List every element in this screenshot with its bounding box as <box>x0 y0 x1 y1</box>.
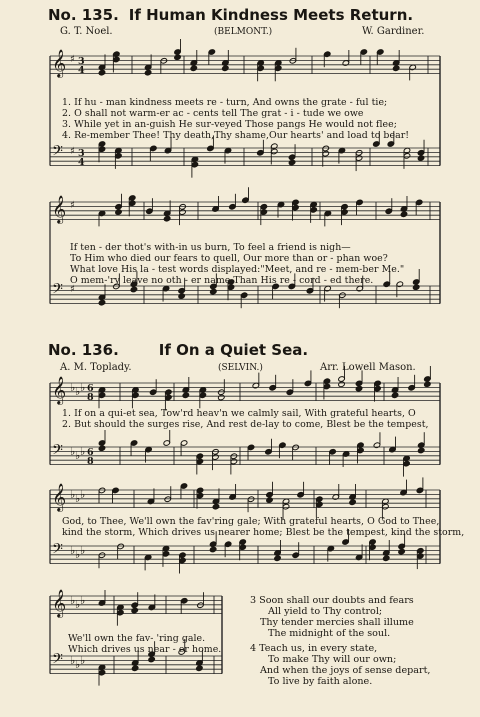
lyric-line: 2. But should the surges rise, And rest de-lay to come, Blest be the tempest, <box>62 419 429 430</box>
note-head <box>418 447 425 453</box>
flat-icon: ♭ <box>80 488 86 501</box>
lyric-line: 1. If hu - man kindness meets re - turn, And owns the grate - ful tie; <box>62 97 388 108</box>
note-head <box>115 209 122 215</box>
note-head <box>190 65 197 71</box>
note-head <box>400 211 407 217</box>
note-head <box>338 381 345 387</box>
flat-icon: ♭ <box>75 658 81 671</box>
time-signature: 3 <box>78 56 85 67</box>
hymn-title-text: If Human Kindness Meets Return. <box>128 6 414 24</box>
stanza-line: To make Thy will our own; <box>268 654 397 665</box>
flat-icon: ♭ <box>75 548 81 561</box>
lyric-line: 3. While yet in an-guish He sur-veyed Those pangs He would not flee; <box>62 119 397 130</box>
note-head <box>274 555 281 561</box>
lyric-line: 4. Re-member Thee! Thy death,Thy shame,Our hearts' and load to bear! <box>62 130 410 141</box>
note-head <box>398 548 405 554</box>
note-head <box>98 69 105 75</box>
note-head <box>349 499 356 505</box>
sharp-icon: ♯ <box>70 200 75 211</box>
treble-clef-icon: 𝄞 <box>52 195 67 223</box>
hymn-number: No. 135. <box>48 6 119 24</box>
note-head <box>424 381 431 387</box>
lyrics-block <box>62 516 464 538</box>
stanza-line: 3 Soon shall our doubts and fears <box>250 595 414 606</box>
flat-icon: ♭ <box>80 594 86 607</box>
note-head <box>209 546 216 552</box>
treble-clef-icon: 𝄞 <box>52 483 67 511</box>
lyric-line: If ten - der thot's with-in us burn, To feel a friend is nigh— <box>70 242 351 253</box>
treble-clef-icon: 𝄞 <box>52 49 67 77</box>
sharp-icon: ♯ <box>70 284 75 295</box>
note-head <box>392 65 399 71</box>
sharp-icon: ♯ <box>70 54 75 65</box>
lyric-line: We'll own the fav- 'ring gale. <box>68 633 206 644</box>
note-head <box>266 497 273 503</box>
note-head <box>130 286 137 292</box>
note-head <box>383 555 390 561</box>
hymn-135-title <box>48 6 413 24</box>
stanza-line: The midnight of the soul. <box>268 628 391 639</box>
stanza-line: All yield to Thy control; <box>268 606 383 617</box>
stanza-line: Thy tender mercies shall illume <box>260 617 414 628</box>
note-head <box>288 159 295 165</box>
note-head <box>131 607 138 613</box>
lyric-line: O mem-'ry leave no oth - er name Than His re - cord - ed there. <box>70 275 374 286</box>
time-signature: 4 <box>78 157 85 168</box>
stanza-4 <box>250 643 430 687</box>
sharp-icon: ♯ <box>70 146 75 157</box>
note-head <box>210 288 217 294</box>
lyrics-block <box>62 408 429 430</box>
flat-icon: ♭ <box>70 654 76 667</box>
flat-icon: ♭ <box>75 449 81 462</box>
composer-credit: Arr. Lowell Mason. <box>320 362 416 373</box>
note-head <box>98 445 105 451</box>
author-credit: A. M. Toplady. <box>60 362 132 373</box>
note-head <box>148 656 155 662</box>
lyric-line: To Him who died our fears to quell, Our more than or - phan woe? <box>70 253 388 264</box>
lyric-line: kind the storm, Which drives us nearer home; Blest be the tempest, kind the storm, <box>62 527 465 538</box>
lyrics-block <box>62 97 409 141</box>
lyric-line: 1. If on a qui-et sea, Tow'rd heav'n we calmly sail, With grateful hearts, O <box>62 408 416 419</box>
bass-clef-icon: 𝄢 <box>52 541 63 561</box>
hymn-number: No. 136. <box>48 341 119 359</box>
flat-icon: ♭ <box>70 445 76 458</box>
hymn-136-title <box>48 341 308 359</box>
lyric-line: What love His la - test words displayed:"Meet, and re - mem-ber Me." <box>70 264 405 275</box>
note-head <box>218 394 225 400</box>
note-head <box>212 503 219 509</box>
composer-credit: W. Gardiner. <box>362 26 425 37</box>
tune-name: (BELMONT.) <box>214 27 273 37</box>
time-signature: 3 <box>78 148 85 159</box>
lyrics-block <box>70 242 404 286</box>
note-head <box>222 65 229 71</box>
note-head <box>178 293 185 299</box>
lyrics-block <box>68 633 221 655</box>
note-head <box>413 284 420 290</box>
note-head <box>174 54 181 60</box>
flat-icon: ♭ <box>80 445 86 458</box>
time-signature: 6 <box>87 383 94 394</box>
lyric-line: Which drives us near - er home. <box>68 644 222 655</box>
treble-clef-icon: 𝄞 <box>52 589 67 617</box>
note-head <box>131 665 138 671</box>
note-head <box>355 385 362 391</box>
flat-icon: ♭ <box>70 544 76 557</box>
note-head <box>144 69 151 75</box>
time-signature: 8 <box>87 392 94 403</box>
flat-icon: ♭ <box>80 544 86 557</box>
flat-icon: ♭ <box>80 381 86 394</box>
stanza-line: 4 Teach us, in every state, <box>250 643 378 654</box>
note-head <box>182 392 189 398</box>
flat-icon: ♭ <box>80 654 86 667</box>
note-head <box>163 215 170 221</box>
flat-icon: ♭ <box>70 381 76 394</box>
lyric-line: God, to Thee, We'll own the fav'ring gale; With grateful hearts, O God to Thee, <box>62 516 440 527</box>
flat-icon: ♭ <box>70 594 76 607</box>
stanza-line: To live by faith alone. <box>268 676 373 687</box>
bass-clef-icon: 𝄢 <box>52 442 63 462</box>
stanza-line: And when the joys of sense depart, <box>260 665 431 676</box>
bass-clef-icon: 𝄢 <box>52 651 63 671</box>
treble-clef-icon: 𝄞 <box>52 376 67 404</box>
time-signature: 4 <box>78 65 85 76</box>
note-head <box>98 299 105 305</box>
hymn-title-text: If On a Quiet Sea. <box>158 341 309 359</box>
flat-icon: ♭ <box>75 598 81 611</box>
note-head <box>417 155 424 161</box>
bass-clef-icon: 𝄢 <box>52 281 63 301</box>
time-signature: 8 <box>87 456 94 467</box>
flat-icon: ♭ <box>70 488 76 501</box>
flat-icon: ♭ <box>75 492 81 505</box>
flat-icon: ♭ <box>75 385 81 398</box>
tune-name: (SELVIN.) <box>218 363 263 373</box>
bass-clef-icon: 𝄢 <box>52 143 63 163</box>
note-head <box>196 665 203 671</box>
author-credit: G. T. Noel. <box>60 26 113 37</box>
time-signature: 6 <box>87 447 94 458</box>
stanza-3 <box>250 595 414 639</box>
lyric-line: 2. O shall not warm-er ac - cents tell The grat - i - tude we owe <box>62 108 364 119</box>
note-head <box>391 392 398 398</box>
